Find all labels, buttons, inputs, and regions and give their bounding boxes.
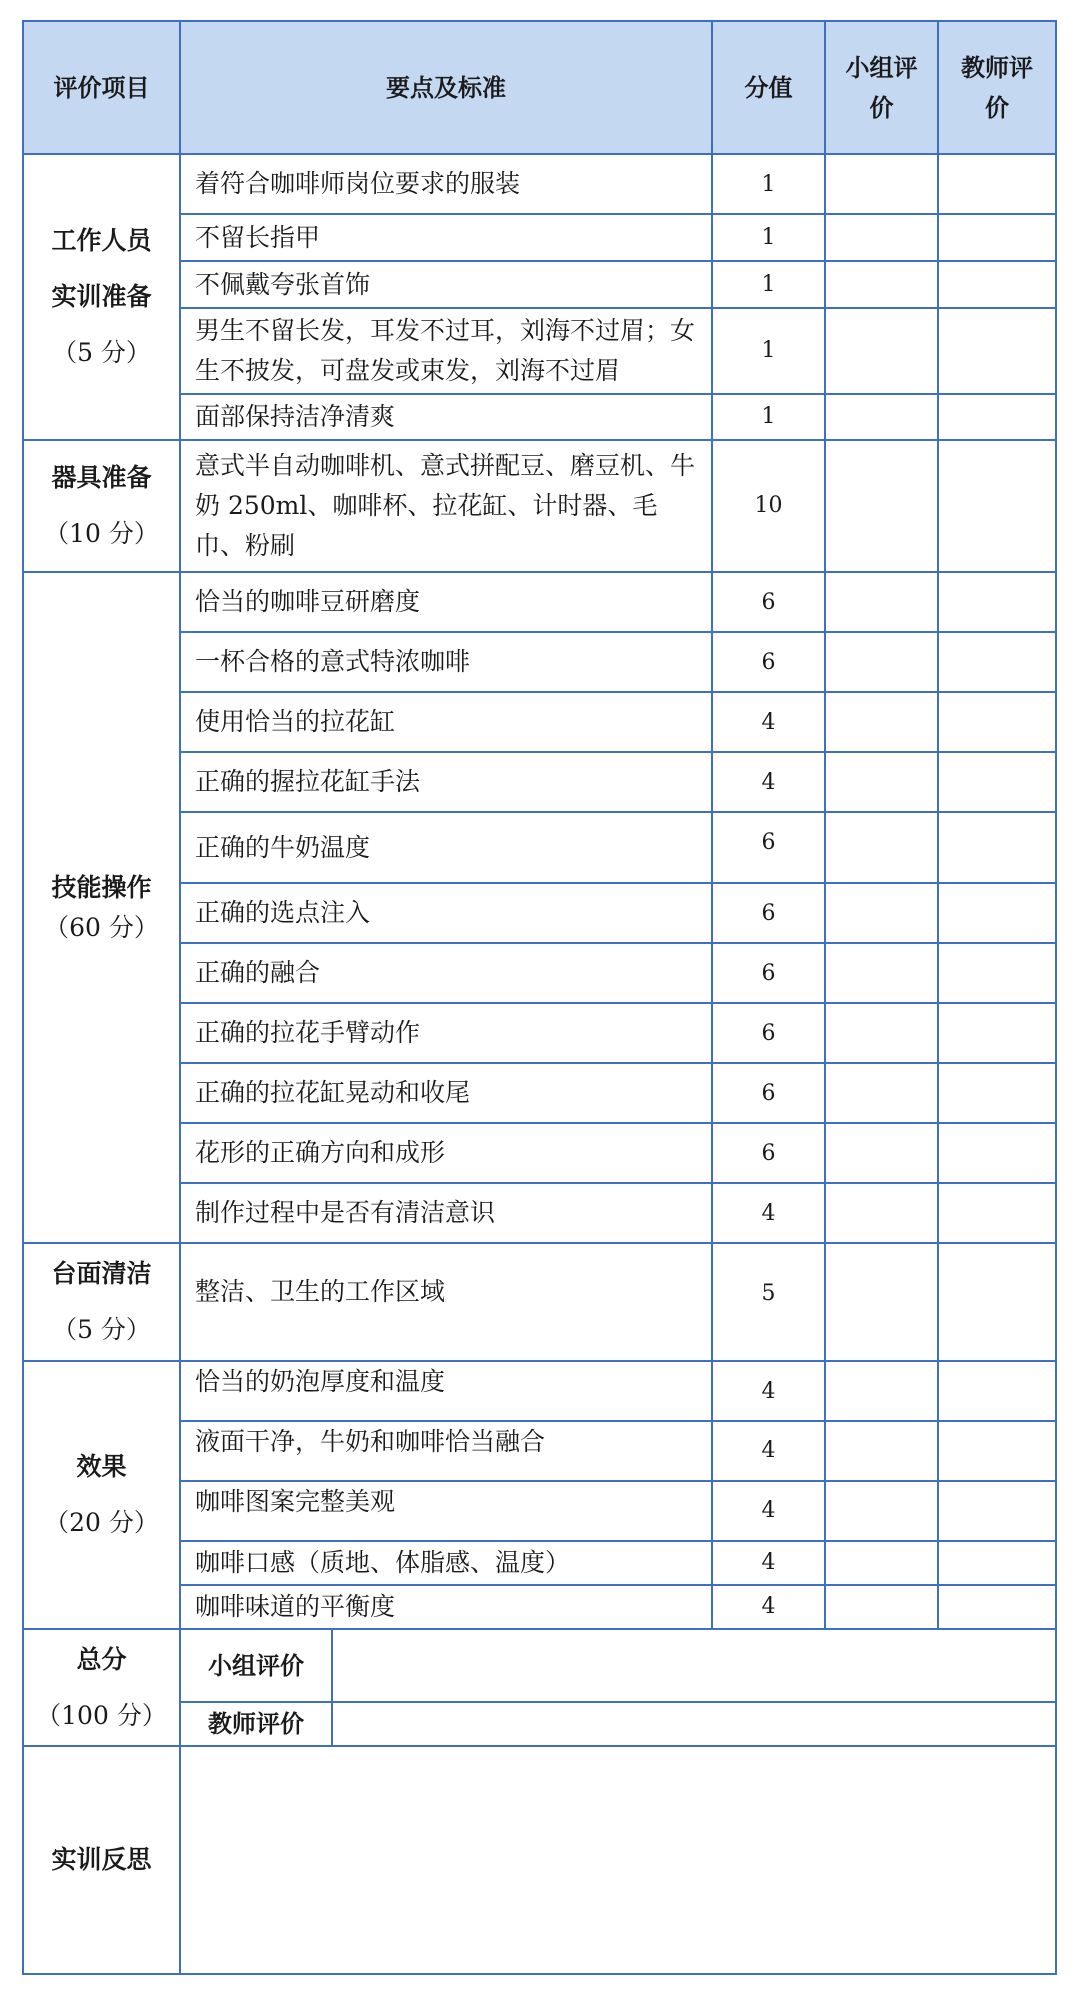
criteria-cell: 着符合咖啡师岗位要求的服装 [180, 154, 712, 214]
group-eval-cell[interactable] [825, 1421, 938, 1481]
group-eval-cell[interactable] [825, 812, 938, 883]
teacher-eval-cell[interactable] [938, 883, 1056, 943]
group-eval-cell[interactable] [825, 1541, 938, 1585]
table-row [23, 572, 1056, 632]
group-eval-cell[interactable] [825, 214, 938, 261]
teacher-eval-cell[interactable] [938, 632, 1056, 692]
table-row [23, 154, 1056, 214]
category-points: （20 分） [44, 1508, 159, 1537]
category-effect [23, 1361, 180, 1629]
teacher-eval-cell[interactable] [938, 1243, 1056, 1361]
teacher-eval-cell[interactable] [938, 261, 1056, 308]
header-row [23, 21, 1056, 154]
total-group-input[interactable] [333, 1630, 1055, 1701]
category-points: （60 分） [44, 912, 159, 942]
category-title: 技能操作 [51, 872, 152, 902]
teacher-eval-cell[interactable] [938, 812, 1056, 883]
group-eval-cell[interactable] [825, 308, 938, 394]
group-eval-cell[interactable] [825, 883, 938, 943]
criteria-cell: 正确的融合 [180, 943, 712, 1003]
criteria-cell: 正确的拉花手臂动作 [180, 1003, 712, 1063]
category-title: 器具准备 [51, 463, 152, 492]
score-cell: 10 [712, 440, 825, 572]
category-title-line1: 工作人员 [51, 226, 152, 255]
group-eval-cell[interactable] [825, 440, 938, 572]
score-cell: 6 [712, 883, 825, 943]
header-teacher-eval: 教师评价 [938, 21, 1056, 154]
group-eval-cell[interactable] [825, 572, 938, 632]
score-cell: 1 [712, 308, 825, 394]
criteria-cell: 咖啡口感（质地、体脂感、温度） [180, 1541, 712, 1585]
group-eval-cell[interactable] [825, 632, 938, 692]
criteria-cell: 不佩戴夸张首饰 [180, 261, 712, 308]
group-eval-cell[interactable] [825, 752, 938, 812]
score-cell: 1 [712, 394, 825, 440]
teacher-eval-cell[interactable] [938, 440, 1056, 572]
group-eval-cell[interactable] [825, 1585, 938, 1629]
teacher-eval-cell[interactable] [938, 1123, 1056, 1183]
score-cell: 6 [712, 572, 825, 632]
group-eval-cell[interactable] [825, 261, 938, 308]
teacher-eval-cell[interactable] [938, 692, 1056, 752]
teacher-eval-cell[interactable] [938, 1481, 1056, 1541]
category-reflection: 实训反思 [23, 1746, 180, 1974]
category-points: （5 分） [52, 338, 151, 367]
criteria-cell: 不留长指甲 [180, 214, 712, 261]
teacher-eval-cell[interactable] [938, 1585, 1056, 1629]
total-group-label: 小组评价 [181, 1630, 333, 1701]
score-cell: 1 [712, 154, 825, 214]
score-cell: 6 [712, 1003, 825, 1063]
category-skills [23, 572, 180, 1243]
score-cell: 6 [712, 1123, 825, 1183]
header-group-eval: 小组评价 [825, 21, 938, 154]
category-points: （100 分） [36, 1700, 167, 1730]
total-teacher-cell [180, 1702, 1056, 1746]
total-teacher-label: 教师评价 [181, 1703, 333, 1745]
score-cell: 1 [712, 214, 825, 261]
group-eval-cell[interactable] [825, 394, 938, 440]
reflection-input[interactable] [180, 1746, 1056, 1974]
criteria-cell: 恰当的奶泡厚度和温度 [180, 1361, 712, 1421]
table-row [23, 1361, 1056, 1421]
criteria-cell: 咖啡味道的平衡度 [180, 1585, 712, 1629]
teacher-eval-cell[interactable] [938, 1063, 1056, 1123]
criteria-cell: 正确的握拉花缸手法 [180, 752, 712, 812]
criteria-cell: 正确的拉花缸晃动和收尾 [180, 1063, 712, 1123]
category-title: 总分 [76, 1644, 127, 1674]
score-cell: 6 [712, 812, 825, 883]
criteria-cell: 正确的选点注入 [180, 883, 712, 943]
criteria-cell: 恰当的咖啡豆研磨度 [180, 572, 712, 632]
criteria-cell: 使用恰当的拉花缸 [180, 692, 712, 752]
evaluation-form [22, 20, 1055, 1975]
group-eval-cell[interactable] [825, 1123, 938, 1183]
teacher-eval-cell[interactable] [938, 214, 1056, 261]
category-points: （10 分） [44, 519, 159, 548]
teacher-eval-cell[interactable] [938, 1361, 1056, 1421]
teacher-eval-cell[interactable] [938, 1421, 1056, 1481]
criteria-cell: 整洁、卫生的工作区域 [180, 1243, 712, 1361]
total-row-group [23, 1629, 1056, 1702]
reflection-row [23, 1746, 1056, 1974]
group-eval-cell[interactable] [825, 692, 938, 752]
criteria-cell: 一杯合格的意式特浓咖啡 [180, 632, 712, 692]
category-staff [23, 154, 180, 440]
group-eval-cell[interactable] [825, 943, 938, 1003]
criteria-cell: 制作过程中是否有清洁意识 [180, 1183, 712, 1243]
teacher-eval-cell[interactable] [938, 154, 1056, 214]
score-cell: 1 [712, 261, 825, 308]
score-cell: 6 [712, 632, 825, 692]
criteria-cell: 正确的牛奶温度 [180, 812, 712, 883]
header-category: 评价项目 [23, 21, 180, 154]
criteria-cell: 男生不留长发，耳发不过耳，刘海不过眉；女生不披发，可盘发或束发，刘海不过眉 [180, 308, 712, 394]
criteria-cell: 液面干净，牛奶和咖啡恰当融合 [180, 1421, 712, 1481]
group-eval-cell[interactable] [825, 1183, 938, 1243]
group-eval-cell[interactable] [825, 1003, 938, 1063]
teacher-eval-cell[interactable] [938, 308, 1056, 394]
group-eval-cell[interactable] [825, 1361, 938, 1421]
teacher-eval-cell[interactable] [938, 394, 1056, 440]
category-title: 台面清洁 [51, 1259, 152, 1288]
evaluation-table [22, 20, 1057, 1975]
teacher-eval-cell[interactable] [938, 1541, 1056, 1585]
score-cell: 4 [712, 1585, 825, 1629]
category-title: 效果 [76, 1452, 127, 1481]
teacher-eval-cell[interactable] [938, 1003, 1056, 1063]
score-cell: 4 [712, 692, 825, 752]
score-cell: 6 [712, 943, 825, 1003]
score-cell: 4 [712, 1183, 825, 1243]
total-group-cell [180, 1629, 1056, 1702]
score-cell: 4 [712, 1361, 825, 1421]
category-equipment [23, 440, 180, 572]
category-cleaning [23, 1243, 180, 1361]
criteria-cell: 咖啡图案完整美观 [180, 1481, 712, 1541]
teacher-eval-cell[interactable] [938, 943, 1056, 1003]
teacher-eval-cell[interactable] [938, 1183, 1056, 1243]
category-title-line2: 实训准备 [51, 282, 152, 311]
criteria-cell: 花形的正确方向和成形 [180, 1123, 712, 1183]
group-eval-cell[interactable] [825, 1481, 938, 1541]
criteria-cell: 意式半自动咖啡机、意式拼配豆、磨豆机、牛奶 250ml、咖啡杯、拉花缸、计时器、毛巾、粉刷 [180, 440, 712, 572]
header-score: 分值 [712, 21, 825, 154]
score-cell: 4 [712, 1541, 825, 1585]
header-criteria: 要点及标准 [180, 21, 712, 154]
group-eval-cell[interactable] [825, 1243, 938, 1361]
table-row [23, 440, 1056, 572]
criteria-cell: 面部保持洁净清爽 [180, 394, 712, 440]
teacher-eval-cell[interactable] [938, 572, 1056, 632]
table-row [23, 1243, 1056, 1361]
score-cell: 4 [712, 1421, 825, 1481]
teacher-eval-cell[interactable] [938, 752, 1056, 812]
score-cell: 5 [712, 1243, 825, 1361]
category-points: （5 分） [52, 1315, 151, 1344]
group-eval-cell[interactable] [825, 1063, 938, 1123]
score-cell: 4 [712, 752, 825, 812]
category-total [23, 1629, 180, 1746]
group-eval-cell[interactable] [825, 154, 938, 214]
total-teacher-input[interactable] [333, 1703, 1055, 1745]
score-cell: 6 [712, 1063, 825, 1123]
score-cell: 4 [712, 1481, 825, 1541]
